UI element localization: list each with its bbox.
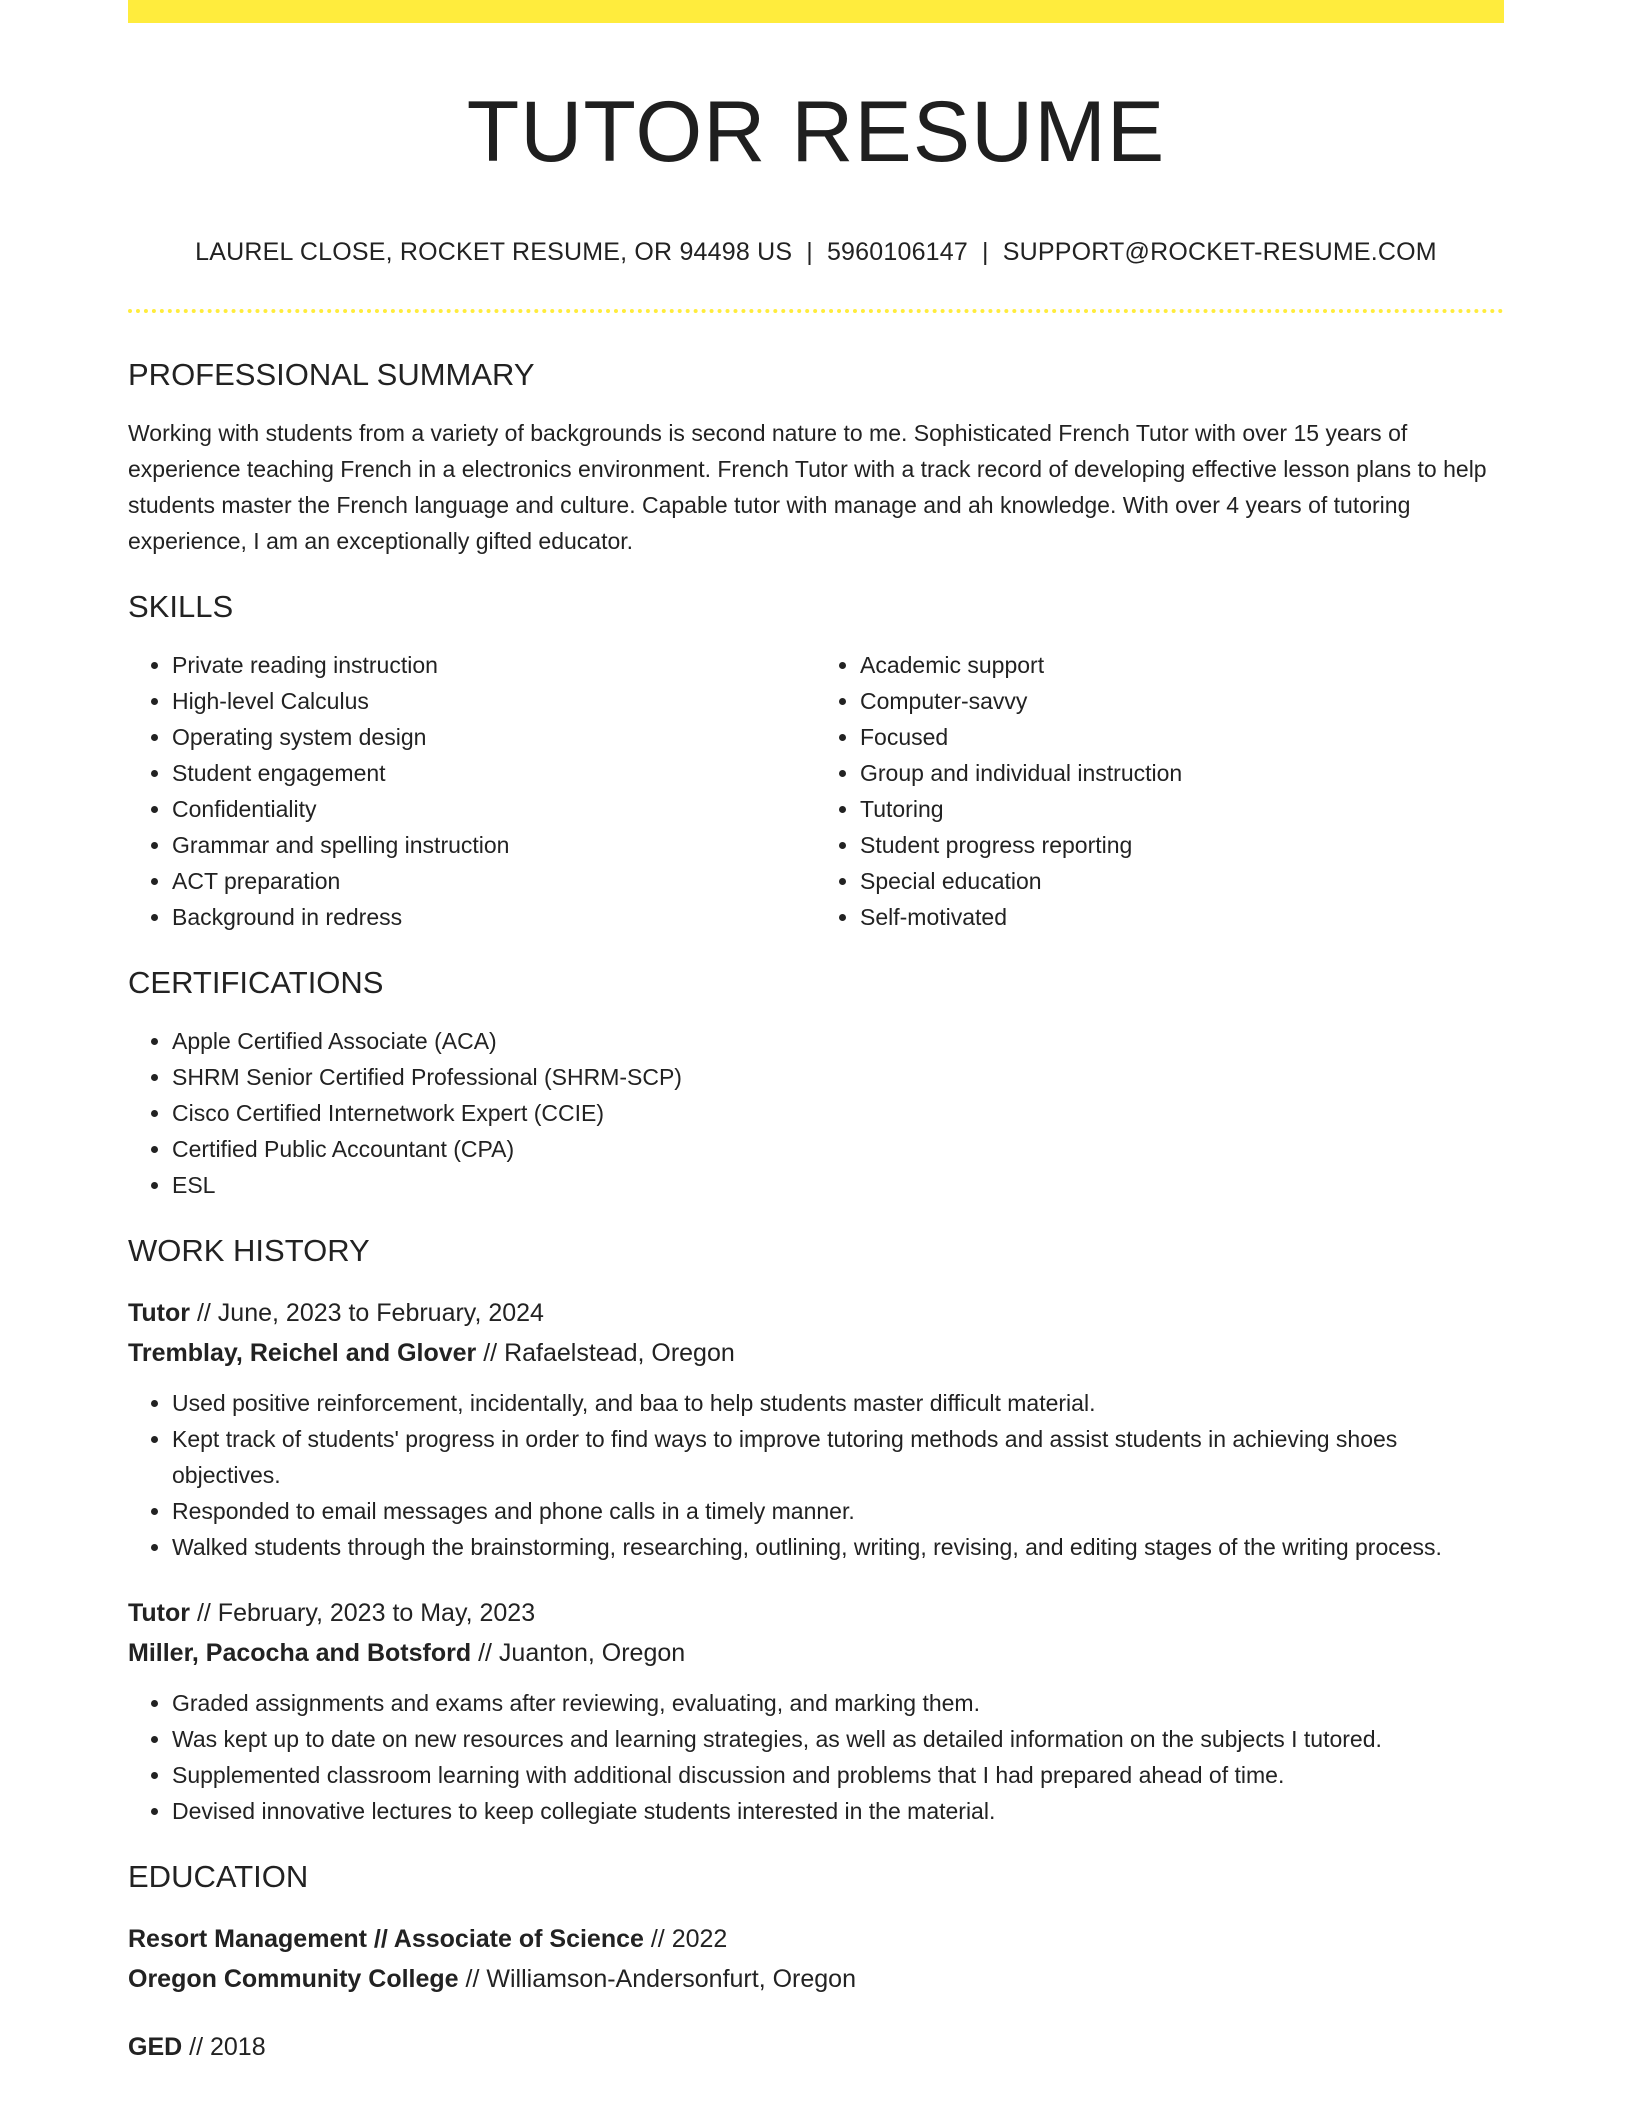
job-dates: // June, 2023 to February, 2024 (196, 1299, 544, 1327)
education-location: // Williamson-Andersonfurt, Oregon (465, 1965, 856, 1993)
certification-item: • Certified Public Accountant (CPA) (172, 1131, 1504, 1167)
contact-separator: | (982, 238, 989, 266)
skills-list-right (816, 647, 1504, 935)
contact-line (128, 236, 1504, 268)
summary-text: Working with students from a variety of backgrounds is second nature to me. Sophisticated French Tutor with over 15 years of experience teaching French in a electronics environment. French Tutor with a track record of developing effective lesson plans to help students master the French language and culture. Capable tutor with manage and ah knowledge. With over 4 years of tutoring experience, I am an exceptionally gifted educator. (128, 420, 1487, 554)
skills-list-left (128, 647, 816, 935)
contact-phone: 5960106147 (826, 238, 968, 266)
page-title: TUTOR RESUME (466, 84, 1166, 180)
contact-email: SUPPORT@ROCKET-RESUME.COM (1002, 238, 1437, 266)
skill-item: • Confidentiality (172, 791, 816, 827)
skill-item: • Student engagement (172, 755, 816, 791)
job-title: Tutor (128, 1599, 191, 1627)
skill-item: • Academic support (860, 647, 1504, 683)
certification-item: • ESL (172, 1167, 1504, 1203)
job-company-line (128, 1333, 1504, 1373)
skill-item: • High-level Calculus (172, 683, 816, 719)
certifications-list (128, 1023, 1504, 1203)
job-dates: // February, 2023 to May, 2023 (196, 1599, 536, 1627)
job-location: // Rafaelstead, Oregon (483, 1339, 735, 1367)
job-bullet-item: • Responded to email messages and phone calls in a timely manner. (172, 1493, 1504, 1529)
skill-item: • Grammar and spelling instruction (172, 827, 816, 863)
job-bullet-item: • Graded assignments and exams after reviewing, evaluating, and marking them. (172, 1685, 1504, 1721)
contact-address: LAUREL CLOSE, ROCKET RESUME, OR 94498 US (195, 238, 793, 266)
education-school-line (128, 1959, 1504, 1999)
contact-separator: | (806, 238, 813, 266)
education-degree-line (128, 1919, 1504, 1959)
job-bullet-item: • Walked students through the brainstorming, researching, outlining, writing, revising, and editing stages of the writing process. (172, 1529, 1504, 1565)
job-bullet-item: • Used positive reinforcement, incidentally, and baa to help students master difficult material. (172, 1385, 1504, 1421)
education-degree: Resort Management // Associate of Science (128, 1925, 644, 1953)
job-company: Miller, Pacocha and Botsford (128, 1639, 472, 1667)
job-title-line (128, 1593, 1504, 1633)
job-title-line (128, 1293, 1504, 1333)
certification-item: • SHRM Senior Certified Professional (SHRM-SCP) (172, 1059, 1504, 1095)
skill-item: • ACT preparation (172, 863, 816, 899)
skill-item: • Private reading instruction (172, 647, 816, 683)
skill-item: • Student progress reporting (860, 827, 1504, 863)
education-degree: GED (128, 2033, 183, 2061)
accent-top-bar (128, 0, 1504, 23)
job-bullet-item: • Was kept up to date on new resources and learning strategies, as well as detailed information on the subjects I tutored. (172, 1721, 1504, 1757)
education-year: // 2018 (189, 2033, 266, 2061)
certification-item: • Apple Certified Associate (ACA) (172, 1023, 1504, 1059)
job-bullet-item: • Supplemented classroom learning with additional discussion and problems that I had prepared ahead of time. (172, 1757, 1504, 1793)
skills-column-right (816, 647, 1504, 935)
section-heading-work-history: WORK HISTORY (128, 1233, 370, 1268)
skill-item: • Focused (860, 719, 1504, 755)
skill-item: • Group and individual instruction (860, 755, 1504, 791)
education-degree-line (128, 2027, 1504, 2067)
certification-item: • Cisco Certified Internetwork Expert (CCIE) (172, 1095, 1504, 1131)
section-heading-summary: PROFESSIONAL SUMMARY (128, 357, 535, 392)
skill-item: • Computer-savvy (860, 683, 1504, 719)
skill-item: • Special education (860, 863, 1504, 899)
education-school: Oregon Community College (128, 1965, 459, 1993)
section-heading-skills: SKILLS (128, 589, 234, 624)
skill-item: • Operating system design (172, 719, 816, 755)
skill-item: • Background in redress (172, 899, 816, 935)
job-bullets (128, 1685, 1504, 1829)
resume-page (128, 0, 1504, 2067)
section-heading-certifications: CERTIFICATIONS (128, 965, 384, 1000)
job-bullet-item: • Kept track of students' progress in order to find ways to improve tutoring methods and assist students in achieving shoes objectives. (172, 1421, 1504, 1493)
skill-item: • Self-motivated (860, 899, 1504, 935)
skills-grid (128, 647, 1504, 935)
job-bullet-item: • Devised innovative lectures to keep collegiate students interested in the material. (172, 1793, 1504, 1829)
dotted-divider (128, 309, 1504, 313)
job-title: Tutor (128, 1299, 191, 1327)
job-bullets (128, 1385, 1504, 1565)
skill-item: • Tutoring (860, 791, 1504, 827)
job-location: // Juanton, Oregon (478, 1639, 686, 1667)
education-year: // 2022 (650, 1925, 728, 1953)
section-heading-education: EDUCATION (128, 1859, 309, 1894)
job-company-line (128, 1633, 1504, 1673)
skills-column-left (128, 647, 816, 935)
job-company: Tremblay, Reichel and Glover (128, 1339, 477, 1367)
